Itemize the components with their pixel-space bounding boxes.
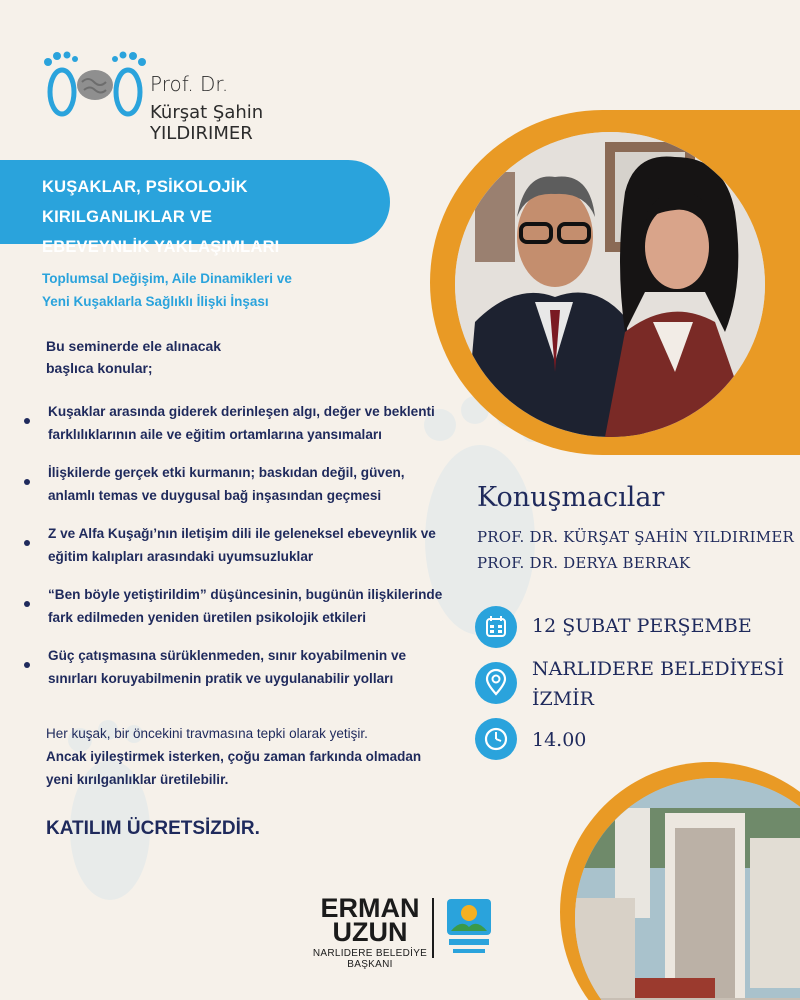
topic-line: sınırları koruyabilmenin pratik ve uygulanabilir yolları — [48, 671, 394, 686]
topic-line: anlamlı temas ve duygusal bağ inşasından geçmesi — [48, 488, 382, 503]
speakers-photo — [455, 132, 765, 437]
intro-line-2: başlıca konular; — [46, 360, 153, 376]
topics-list — [20, 400, 460, 705]
bullet-icon — [24, 479, 30, 485]
list-item — [20, 461, 460, 507]
mayor-first-name: ERMAN — [320, 893, 420, 923]
event-venue-line-1: NARLIDERE BELEDİYESİ — [532, 658, 785, 680]
list-item — [20, 644, 460, 690]
topic-line: Güç çatışmasına sürüklenmeden, sınır koyabilmenin ve — [48, 648, 407, 663]
free-admission: KATILIM ÜCRETSİZDİR. — [46, 818, 260, 839]
footer-divider — [432, 898, 434, 958]
intro-text — [46, 335, 221, 379]
topic-line: farklılıklarının aile ve eğitim ortamlarına yansımaları — [48, 427, 382, 442]
closing-text — [46, 722, 466, 791]
intro-line-1: Bu seminerde ele alınacak — [46, 338, 222, 354]
topic-line: “Ben böyle yetiştirildim” düşüncesinin, bugünün ilişkilerinde — [48, 587, 443, 602]
closing-line-3: yeni kırılganlıklar üretilebilir. — [46, 772, 229, 787]
topic-line: eğitim kalıpları arasındaki uyumsuzluklar — [48, 549, 314, 564]
title-line-1: KUŞAKLAR, PSİKOLOJİK KIRILGANLIKLAR VE — [42, 178, 248, 226]
list-item — [20, 583, 460, 629]
closing-line-1: Her kuşak, bir öncekini travmasına tepki olarak yetişir. — [46, 726, 368, 741]
subtitle — [42, 267, 422, 313]
speakers-photo-image — [455, 132, 765, 437]
title-line-2: EBEVEYNLİK YAKLAŞIMLARI — [42, 238, 280, 256]
mayor-last-name: UZUN — [332, 917, 408, 947]
clock-icon — [475, 718, 517, 760]
bullet-icon — [24, 601, 30, 607]
subtitle-line-1: Toplumsal Değişim, Aile Dinamikleri ve — [42, 271, 292, 286]
topic-line: Kuşaklar arasında giderek derinleşen algı, değer ve beklenti — [48, 404, 435, 419]
event-time: 14.00 — [532, 729, 587, 751]
mayor-role-line-2: BAŞKANI — [347, 959, 393, 970]
list-item — [20, 522, 460, 568]
speaker-name-1: PROF. DR. KÜRŞAT ŞAHİN YILDIRIMER — [477, 528, 794, 546]
mayor-role-line-1: NARLIDERE BELEDİYE — [312, 948, 428, 959]
topic-line: İlişkilerde gerçek etki kurmanın; baskıdan değil, güven, — [48, 465, 405, 480]
title-banner — [0, 160, 390, 256]
calendar-icon — [475, 606, 517, 648]
event-date: 12 ŞUBAT PERŞEMBE — [532, 615, 752, 637]
bullet-icon — [24, 540, 30, 546]
speakers-title: Konuşmacılar — [477, 482, 665, 513]
municipality-logo-icon — [443, 897, 495, 961]
event-venue-line-2: İZMİR — [532, 688, 594, 710]
brand-prefix: Prof. Dr. — [150, 72, 229, 96]
location-pin-icon — [475, 662, 517, 704]
brand-name: Kürşat Şahin YILDIRIMER — [150, 102, 264, 144]
brand-logo — [40, 40, 370, 144]
bullet-icon — [24, 418, 30, 424]
topic-line: Z ve Alfa Kuşağı’nın iletişim dili ile geleneksel ebeveynlik ve — [48, 526, 436, 541]
mayor-logo — [306, 893, 434, 970]
closing-line-2: Ancak iyileştirmek isterken, çoğu zaman farkında olmadan — [46, 749, 422, 764]
topic-line: fark edilmeden yeniden üretilen psikolojik etkileri — [48, 610, 367, 625]
list-item — [20, 400, 460, 446]
speaker-name-2: PROF. DR. DERYA BERRAK — [477, 554, 691, 572]
feet-brain-icon — [40, 40, 150, 130]
subtitle-line-2: Yeni Kuşaklarla Sağlıklı İlişki İnşası — [42, 294, 269, 309]
bullet-icon — [24, 662, 30, 668]
